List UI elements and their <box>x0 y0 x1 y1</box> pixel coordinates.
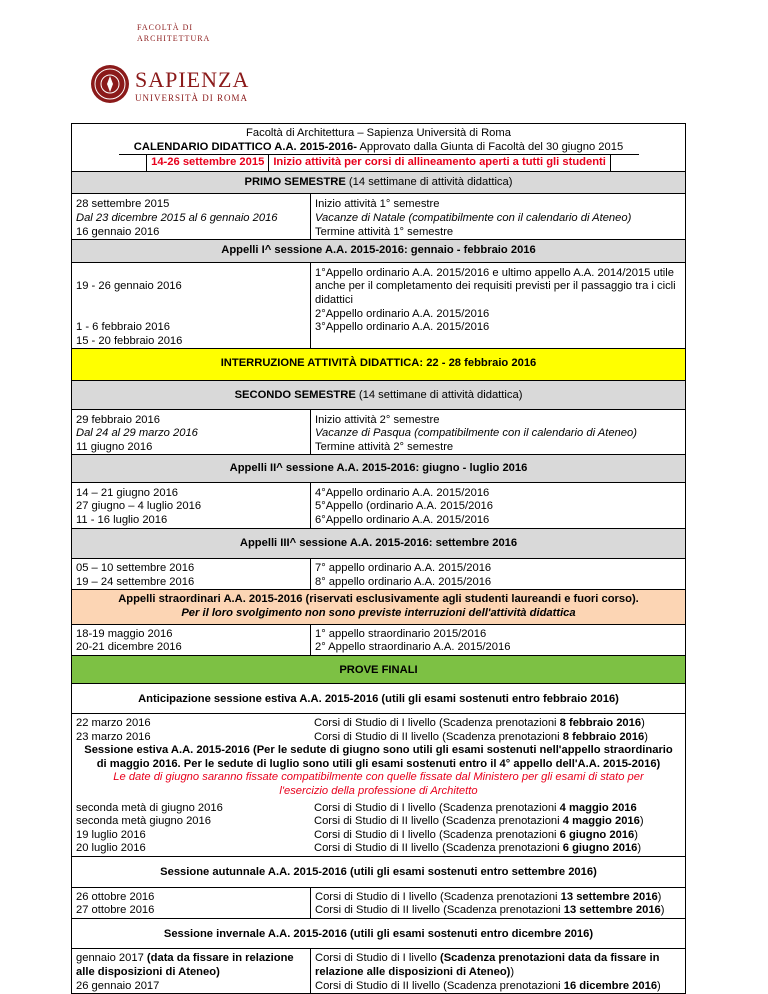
logo-main-text: SAPIENZA <box>135 67 250 92</box>
table-row-text: 2°Appello ordinario A.A. 2015/2016 <box>315 307 490 320</box>
secondo-title: SECONDO SEMESTRE <box>234 388 356 401</box>
estiva-heading: Sessione estiva A.A. 2015-2016 (Per le sedute di giugno sono utili gli esami sostenuti nell'appello straordinario di maggio 2016. Per le sedute di luglio sono utili gli esami sostenuti entro il 4° appello dell'A.A. 2015-2016) <box>84 744 673 770</box>
title-block <box>72 124 685 172</box>
invernale-rows <box>72 949 685 993</box>
sapienza-seal-icon <box>90 64 130 104</box>
straordinari-heading-line-2: Per il loro svolgimento non sono previste interruzioni dell'attività didattica <box>181 607 576 620</box>
title-approved: Approvato dalla Giunta di Facoltà del 30 giugno 2015 <box>356 140 624 153</box>
start-dates: 14-26 settembre 2015 <box>146 155 269 171</box>
invernale-heading: Sessione invernale A.A. 2015-2016 (utili gli esami sostenuti entro dicembre 2016) <box>72 919 685 950</box>
autunnale-rows <box>72 888 685 919</box>
table-row-date: Dal 23 dicembre 2015 al 6 gennaio 2016 <box>76 211 278 224</box>
appelli-3-heading: Appelli III^ sessione A.A. 2015-2016: settembre 2016 <box>72 529 685 560</box>
table-row-text: 8° appello ordinario A.A. 2015/2016 <box>315 575 492 588</box>
secondo-subtitle: (14 settimane di attività didattica) <box>355 388 523 401</box>
table-row-text: Corsi di Studio di II livello (Scadenza prenotazioni 4 maggio 2016) <box>314 815 644 828</box>
table-row-text: Vacanze di Pasqua (compatibilmente con il calendario di Ateneo) <box>315 427 637 440</box>
title-line-2 <box>72 141 685 155</box>
start-row <box>119 154 639 171</box>
logo-sub-text: UNIVERSITÀ DI ROMA <box>135 93 248 103</box>
title-bold: CALENDARIO DIDATTICO A.A. 2015-2016- <box>133 140 357 153</box>
start-text: Inizio attività per corsi di allineamento aperti a tutti gli studenti <box>269 155 611 171</box>
table-row-date: 11 - 16 luglio 2016 <box>76 514 168 527</box>
autunnale-heading: Sessione autunnale A.A. 2015-2016 (utili gli esami sostenuti entro settembre 2016) <box>72 857 685 888</box>
table-row-text: Inizio attività 1° semestre <box>315 198 440 211</box>
table-row-date: 27 ottobre 2016 <box>76 904 155 917</box>
table-row-text: Corsi di Studio di II livello (Scadenza prenotazioni 16 dicembre 2016) <box>315 979 661 992</box>
anticipazione-rows <box>72 714 685 744</box>
table-row-date: 05 – 10 settembre 2016 <box>76 562 195 575</box>
table-row-text: Termine attività 2° semestre <box>315 440 454 453</box>
straordinari-heading <box>72 590 685 624</box>
straordinari-heading-line-1: Appelli straordinari A.A. 2015-2016 (riservati esclusivamente agli studenti laureandi e fuori corso). <box>118 593 639 606</box>
table-row-text: 7° appello ordinario A.A. 2015/2016 <box>315 562 492 575</box>
primo-subtitle: (14 settimane di attività didattica) <box>345 175 513 188</box>
table-row-text: Corsi di Studio di II livello (Scadenza prenotazioni 6 giugno 2016) <box>314 842 642 855</box>
table-row-date: 20-21 dicembre 2016 <box>76 641 182 654</box>
table-row-date: 18-19 maggio 2016 <box>76 627 173 640</box>
table-row-text: Corsi di Studio di I livello (Scadenza prenotazioni 13 settembre 2016) <box>315 890 662 903</box>
secondo-semestre-rows <box>72 410 685 456</box>
table-row-text: 6°Appello ordinario A.A. 2015/2016 <box>315 514 490 527</box>
calendar-table <box>71 123 686 994</box>
table-row-text: 5°Appello (ordinario A.A. 2015/2016 <box>315 500 494 513</box>
table-row-date: 23 marzo 2016 <box>76 730 151 743</box>
table-row-text: Vacanze di Natale (compatibilmente con il calendario di Ateneo) <box>315 211 632 224</box>
table-row-text: Corsi di Studio di I livello (Scadenza prenotazioni data da fissare in relazione alle disposizioni di Ateneo)) <box>315 952 660 978</box>
table-row-date: 26 ottobre 2016 <box>76 890 155 903</box>
table-row-date: 26 gennaio 2017 <box>76 979 160 992</box>
table-row-text: Corsi di Studio di II livello (Scadenza prenotazioni 8 febbraio 2016) <box>314 730 648 743</box>
sapienza-logo <box>90 64 290 114</box>
table-row-text: Corsi di Studio di I livello (Scadenza prenotazioni 4 maggio 2016 <box>314 801 637 814</box>
prove-finali-body <box>72 684 685 857</box>
appelli-2-rows <box>72 483 685 529</box>
interruzione-banner: INTERRUZIONE ATTIVITÀ DIDATTICA: 22 - 28 febbraio 2016 <box>72 349 685 381</box>
table-row-date: 19 luglio 2016 <box>76 828 146 841</box>
appelli-2-heading: Appelli II^ sessione A.A. 2015-2016: giugno - luglio 2016 <box>72 455 685 483</box>
table-row-date: 22 marzo 2016 <box>76 717 151 729</box>
table-row-date: 28 settembre 2015 <box>76 198 170 211</box>
table-row-date: 20 luglio 2016 <box>76 842 146 855</box>
table-row-date: 29 febbraio 2016 <box>76 413 160 426</box>
table-row-date: Dal 24 al 29 marzo 2016 <box>76 427 198 440</box>
estiva-note: Le date di giugno saranno fissate compatibilmente con quelle fissate dal Ministero per gli esami di stato per l'esercizio della professione di Architetto <box>113 771 644 797</box>
table-row-date: gennaio 2017 (data da fissare in relazione alle disposizioni di Ateneo) <box>76 952 294 978</box>
table-row-text: 1° appello straordinario 2015/2016 <box>315 627 487 640</box>
prove-finali-heading: PROVE FINALI <box>72 656 685 685</box>
table-row-text: Inizio attività 2° semestre <box>315 413 440 426</box>
table-row-date: 14 – 21 giugno 2016 <box>76 486 179 499</box>
table-row-date: 15 - 20 febbraio 2016 <box>76 334 183 347</box>
primo-title: PRIMO SEMESTRE <box>244 175 346 188</box>
table-row-date: 16 gennaio 2016 <box>76 225 160 238</box>
straordinari-rows <box>72 625 685 656</box>
faculty-line-1: FACOLTÀ DI <box>137 23 194 32</box>
table-row-date: seconda metà giugno 2016 <box>76 815 211 828</box>
faculty-letterhead <box>137 22 337 44</box>
appelli-3-rows <box>72 559 685 590</box>
table-row-text: 4°Appello ordinario A.A. 2015/2016 <box>315 486 490 499</box>
table-row-text: 2° Appello straordinario A.A. 2015/2016 <box>315 641 511 654</box>
table-row-text: 3°Appello ordinario A.A. 2015/2016 <box>315 321 490 334</box>
anticipazione-heading: Anticipazione sessione estiva A.A. 2015-2016 (utili gli esami sostenuti entro febbraio 2016) <box>72 684 685 714</box>
table-row-text: Corsi di Studio di II livello (Scadenza prenotazioni 13 settembre 2016) <box>315 904 665 917</box>
secondo-semestre-heading <box>72 381 685 410</box>
estiva-rows <box>72 799 685 856</box>
primo-semestre-heading <box>72 172 685 195</box>
appelli-1-rows <box>72 263 685 350</box>
table-row-date: 11 giugno 2016 <box>76 440 153 453</box>
appelli-1-heading: Appelli I^ sessione A.A. 2015-2016: gennaio - febbraio 2016 <box>72 240 685 263</box>
table-row-date: 19 – 24 settembre 2016 <box>76 575 195 588</box>
primo-semestre-rows <box>72 194 685 240</box>
table-row-date: 1 - 6 febbraio 2016 <box>76 321 170 334</box>
table-row-text: Corsi di Studio di I livello (Scadenza prenotazioni 8 febbraio 2016) <box>314 717 645 729</box>
table-row-text: 1°Appello ordinario A.A. 2015/2016 e ultimo appello A.A. 2014/2015 utile anche per il completamento dei requisiti previsti per il passaggio tra i cicli didattici <box>315 266 676 306</box>
title-line-1: Facoltà di Architettura – Sapienza Università di Roma <box>246 127 511 139</box>
table-row-date: seconda metà di giugno 2016 <box>76 801 223 814</box>
table-row-text: Termine attività 1° semestre <box>315 225 454 238</box>
faculty-line-2: ARCHITETTURA <box>137 34 211 43</box>
table-row-date: 19 - 26 gennaio 2016 <box>76 280 182 293</box>
table-row-date: 27 giugno – 4 luglio 2016 <box>76 500 202 513</box>
table-row-text: Corsi di Studio di I livello (Scadenza prenotazioni 6 giugno 2016) <box>314 828 638 841</box>
